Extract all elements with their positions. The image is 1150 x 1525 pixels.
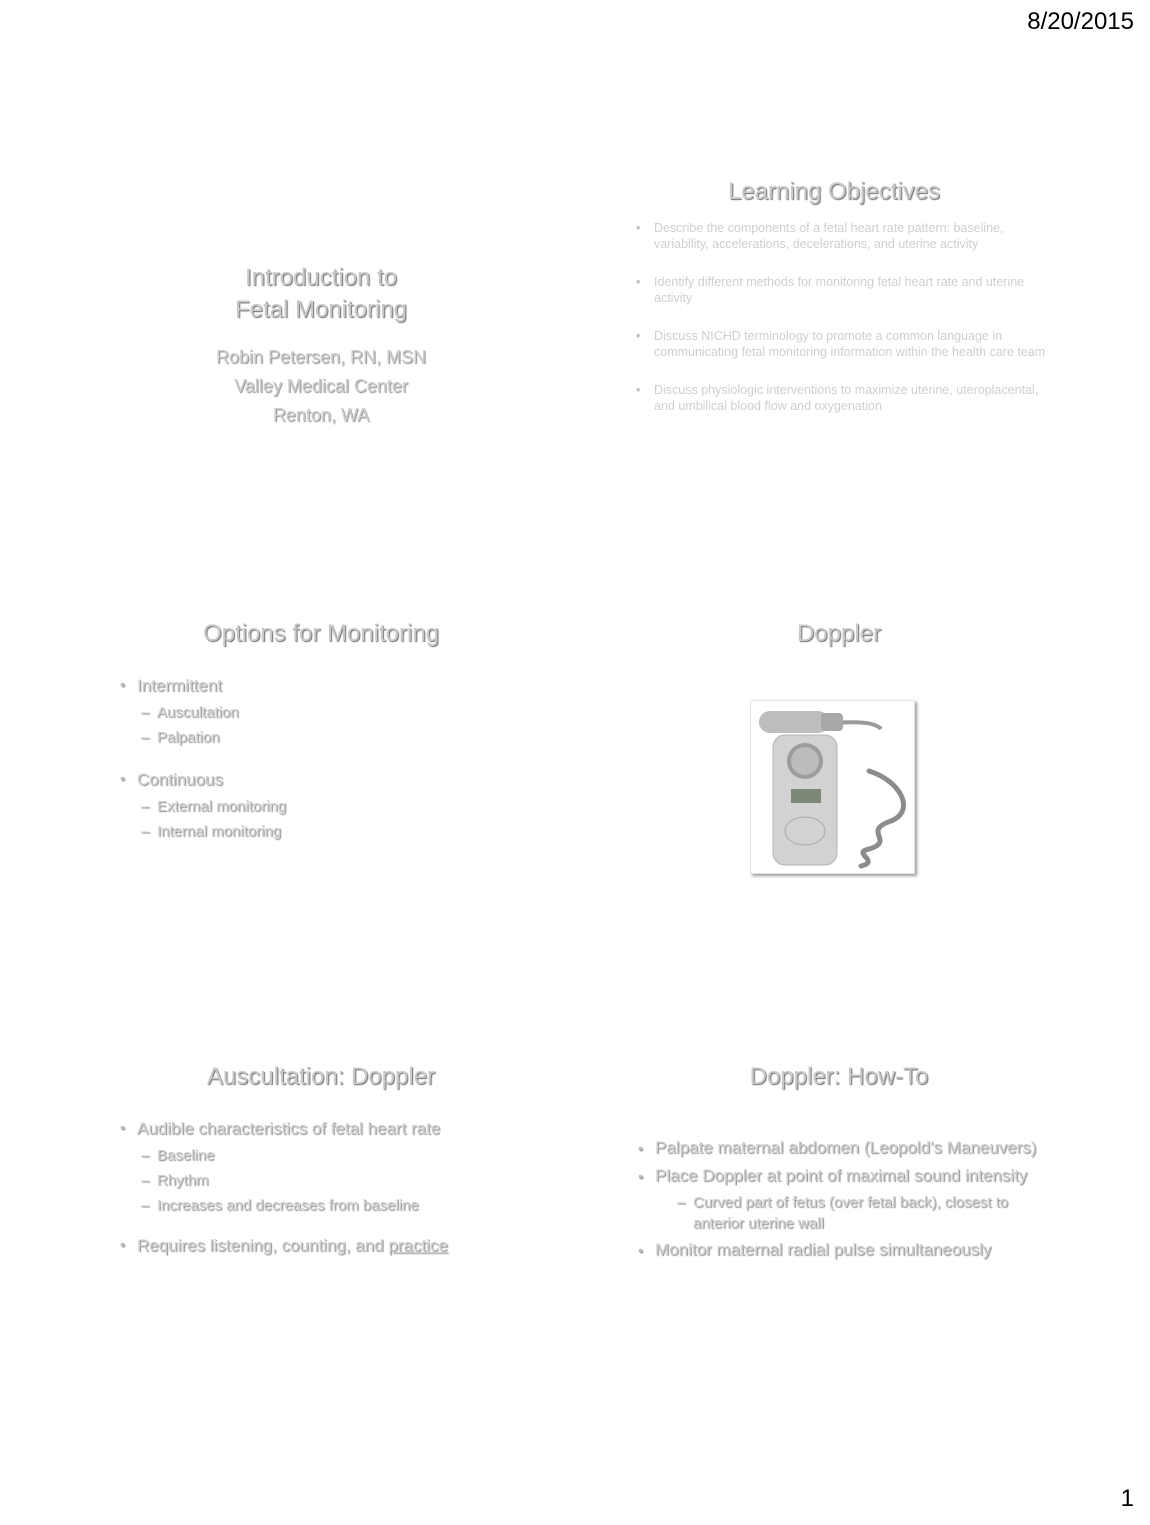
sub-list-item: – Increases and decreases from baseline [137, 1193, 586, 1218]
page-number: 1 [1120, 1485, 1134, 1512]
slide-title [56, 100, 586, 490]
presenter-organization: Valley Medical Center [234, 376, 408, 396]
slide-doppler-how-to [574, 1063, 1104, 1453]
list-item [112, 1119, 586, 1218]
objective-item: • Describe the components of a fetal heart rate pattern: baseline, variability, accelerations, decelerations, and uterine activity [574, 220, 1054, 252]
list-item: • Palpate maternal abdomen (Leopold’s Maneuvers) [630, 1136, 1050, 1160]
list-item: • Monitor maternal radial pulse simultaneously [630, 1238, 1050, 1262]
slide-heading: Learning Objectives [727, 178, 941, 205]
sub-list [137, 700, 586, 750]
list-item-label: Place Doppler at point of maximal sound intensity [655, 1166, 1028, 1185]
objective-item: • Identify different methods for monitoring fetal heart rate and uterine activity [574, 274, 1054, 306]
sub-list-item: – Baseline [137, 1143, 586, 1168]
list-item-label: Audible characteristics of fetal heart rate [137, 1119, 441, 1138]
practice-link[interactable]: practice [388, 1236, 448, 1255]
slide-learning-objectives [574, 178, 1104, 568]
list-item-text: Requires listening, counting, and [137, 1236, 389, 1255]
slide-heading: Auscultation: Doppler [206, 1063, 436, 1090]
slide-auscultation-doppler [56, 1063, 586, 1453]
slide-heading: Options for Monitoring [202, 620, 440, 647]
sub-list-item: – Internal monitoring [137, 819, 586, 844]
auscultation-list [112, 1119, 586, 1256]
objectives-list [574, 220, 1104, 414]
sub-list [137, 794, 586, 844]
slide-title-heading [56, 262, 586, 326]
sub-list-item: – Rhythm [137, 1168, 586, 1193]
objective-item: • Discuss physiologic interventions to maximize uterine, uteroplacental, and umbilical blood flow and oxygenation [574, 382, 1054, 414]
title-line-1: Introduction to [244, 264, 398, 291]
slide-heading: Doppler: How-To [749, 1063, 929, 1090]
sub-list-item: – Curved part of fetus (over fetal back), closest to anterior uterine wall [655, 1192, 1050, 1234]
presenter-location: Renton, WA [272, 405, 370, 425]
presenter-name: Robin Petersen, RN, MSN [215, 347, 427, 367]
header-date: 8/20/2015 [1027, 8, 1134, 35]
list-item [112, 770, 586, 844]
doppler-photo [750, 700, 915, 874]
slide-heading: Doppler [796, 620, 882, 647]
sub-list-item: – Auscultation [137, 700, 586, 725]
sub-list [137, 1143, 586, 1218]
how-to-list [630, 1136, 1050, 1262]
sub-list [655, 1192, 1050, 1234]
objective-item: • Discuss NICHD terminology to promote a common language in communicating fetal monitoring information within the health care team [574, 328, 1054, 360]
list-item [112, 1236, 586, 1256]
presenter-info [56, 343, 586, 430]
title-line-2: Fetal Monitoring [234, 296, 408, 323]
list-item-label: Intermittent [137, 676, 223, 695]
list-item [630, 1164, 1050, 1234]
monitoring-options-list [112, 676, 586, 844]
list-item-label: Continuous [137, 770, 224, 789]
slide-doppler [574, 620, 1104, 1010]
sub-list-item: – Palpation [137, 725, 586, 750]
list-item [112, 676, 586, 750]
slide-options-for-monitoring [56, 620, 586, 1010]
sub-list-item: – External monitoring [137, 794, 586, 819]
handheld-doppler-icon [751, 701, 914, 873]
